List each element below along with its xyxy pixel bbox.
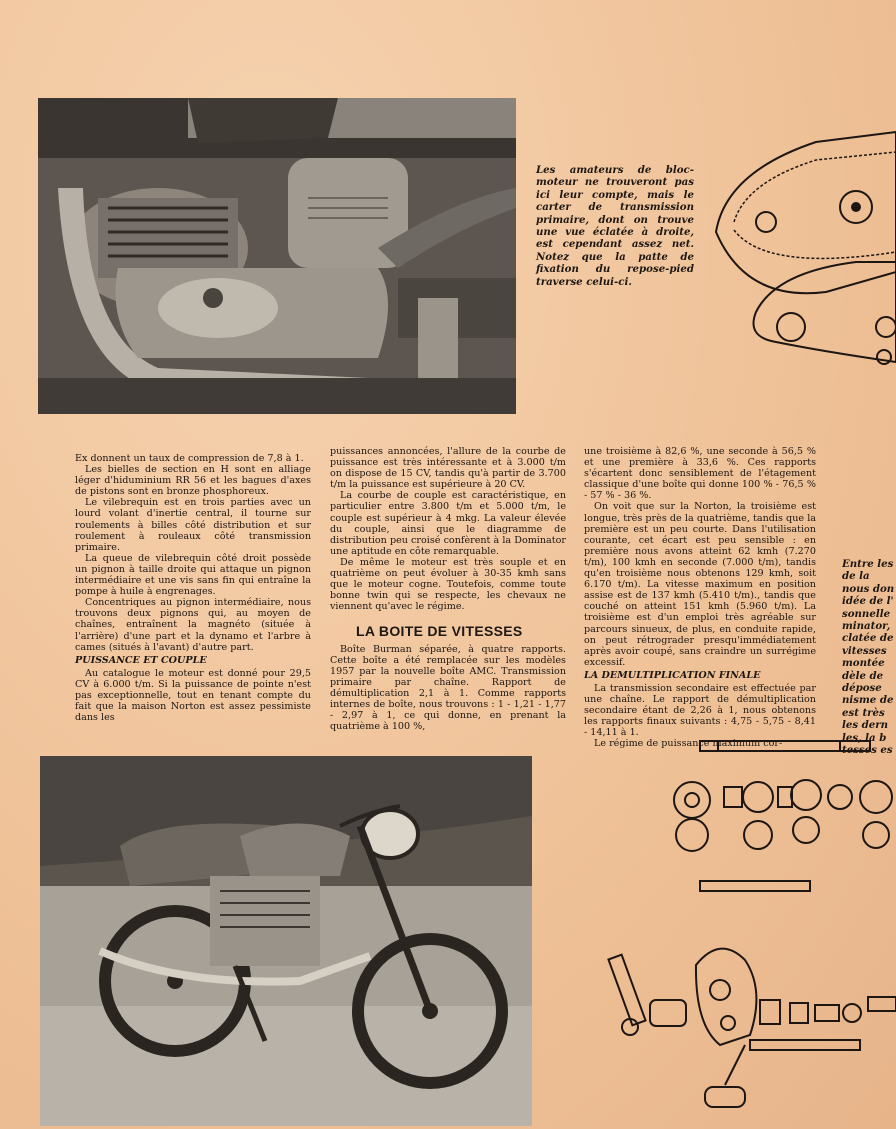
paragraph: Au catalogue le moteur est donné pour 29,5 CV à 6.000 t/m. Si la puissance de pointe n'est pas exceptionnelle, tout en tenant compte du fait que la maison Norton est assez pessimiste dans les xyxy=(75,667,311,724)
photo-caption: Les amateurs de bloc-moteur ne trouveront pas ici leur compte, mais le carter de transmission primaire, dont on trouve une vue éclatée à droite, est cependant assez net. Notez que la patte de fixation du repose-pied traverse celui-ci. xyxy=(536,164,694,288)
paragraph: La queue de vilebrequin côté droit possède un pignon à taille droite qui attaque un pignon intermédiaire et une vis sans fin qui entraîne la pompe à huile à engrenages. xyxy=(75,552,311,598)
motorcycle-photo xyxy=(40,756,532,1126)
sidebar-line: nisme de xyxy=(842,694,894,707)
paragraph: Ex donnent un taux de compression de 7,8 à 1. xyxy=(75,453,304,464)
gearbox-exploded-drawing xyxy=(600,735,896,1120)
primary-chaincase-drawing xyxy=(706,112,896,384)
sidebar-line: les dern xyxy=(842,719,889,732)
paragraph: On voit que sur la Norton, la troisième est longue, très près de la quatrième, tandis que la première est un peu courte. Dans l'utilisation courante, cet écart est peu sensible : en première nous avons atteint 62 kmh (7.270 t/m), 100 kmh en seconde (7.000 t/m), tandis qu'en troisième nous obtenons 129 kmh, soit 6.170 t/m). La vitesse maximum en position assise est de 137 kmh (5.410 t/m)., tandis que couché on atteint 151 kmh (5.960 t/m). La troisième est d'un emploi très agréable sur parcours sinueux, de plus, en conduite rapide, on peut rétrograder presqu'immédiatement après avoir coupé, sans craindre un surrégime excessif. xyxy=(584,501,816,668)
engine-photo xyxy=(38,98,516,414)
sidebar-line: de la xyxy=(842,570,870,583)
sidebar-line: sonnelle xyxy=(842,607,891,620)
section-subheading: PUISSANCE ET COUPLE xyxy=(75,654,207,666)
primary-chaincase-graphic xyxy=(706,112,896,384)
sidebar-line: les, la b xyxy=(842,731,887,744)
paragraph: Le vilebrequin est en trois parties avec un lourd volant d'inertie central, il tourne sur roulements à billes côté distribution et sur roulement à rouleaux côté transmission primaire. xyxy=(75,497,311,553)
paragraph: puissances annoncées, l'allure de la courbe de puissance est très intéressante et à 3.000 t/m on dispose de 15 CV, tandis qu'à partir de 3.700 t/m la puissance est supérieure à 20 CV. xyxy=(330,446,566,491)
sidebar-line: minator, xyxy=(842,620,891,633)
paragraph: La transmission secondaire est effectuée par une chaîne. Le rapport de démultiplication secondaire étant de 2,26 à 1, nous obtenons les rapports finaux suivants : 4,75 - 5,75 - 8,41 - 14,11 à 1. xyxy=(584,682,816,739)
sidebar-line: Entre les xyxy=(842,558,894,570)
sidebar-line: clatée de xyxy=(842,632,894,645)
motorcycle-photo-graphic xyxy=(40,756,532,1126)
paragraph: une troisième à 82,6 %, une seconde à 56,5 % et une première à 33,6 %. Ces rapports s'écartent donc sensiblement de l'étagement classique d'une boîte qui donne 100 % - 76,5 % - 57 % - 36 %. xyxy=(584,446,816,502)
section-subheading: LA DEMULTIPLICATION FINALE xyxy=(584,669,761,681)
sidebar-line: montée xyxy=(842,657,885,670)
paragraph: De même le moteur est très souple et en quatrième on peut évoluer à 30-35 kmh sans que le moteur cogne. Toutefois, comme toute bonne twin qui se respecte, les chevaux ne viennent qu'avec le régime. xyxy=(330,556,566,613)
sidebar-line: idée de l' xyxy=(842,595,894,608)
paragraph: La courbe de couple est caractéristique, en particulier entre 3.800 t/m et 5.000 t/m, le couple est supérieur à 4 mkg. La valeur élevée du couple, ainsi que le diagramme de distribution peu croisé confèrent à la Dominator une aptitude en côte remarquable. xyxy=(330,490,566,557)
sidebar-line: dèle de xyxy=(842,669,884,682)
sidebar-line: dépose xyxy=(842,682,882,695)
sidebar-line: est très xyxy=(842,706,885,719)
sidebar-line: nous don xyxy=(842,582,895,595)
engine-photo-graphic xyxy=(38,98,516,414)
sidebar-line: tesses es xyxy=(842,744,893,757)
sidebar-caption xyxy=(842,558,896,757)
gearbox-exploded-graphic xyxy=(600,735,896,1120)
paragraph: Boîte Burman séparée, à quatre rapports. Cette boîte a été remplacée sur les modèles 1957 par la nouvelle boîte AMC. Transmission primaire par chaîne. Rapport de démultiplication 2,1 à 1. Comme rapports internes de boîte, nous trouvons : 1 - 1,21 - 1,77 - 2,97 à 1, ce qui donne, en prenant la quatrième à 100 %, xyxy=(330,643,566,733)
text-column-1 xyxy=(75,453,311,723)
sidebar-line: vitesses xyxy=(842,644,887,657)
section-heading: LA BOITE DE VITESSES xyxy=(356,623,523,640)
paragraph: Le régime de puissance maximum cor- xyxy=(594,738,783,750)
paragraph: Les bielles de section en H sont en alliage léger d'hiduminium RR 56 et les bagues d'axes de pistons sont en bronze phosphoreux. xyxy=(75,464,311,498)
text-column-2 xyxy=(330,446,566,732)
paragraph: Concentriques au pignon intermédiaire, nous trouvons deux pignons qui, au moyen de chaînes, entraînent la magnéto (située à l'arrière) d'une part et la dynamo et l'arbre à cames (situés à l'avant) d'autre part. xyxy=(75,597,311,653)
text-column-3 xyxy=(584,446,816,750)
